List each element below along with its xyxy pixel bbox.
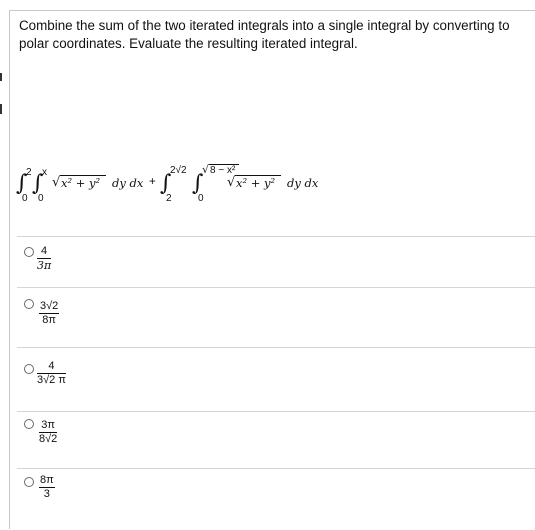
left-edge-mark [0, 104, 2, 114]
outer-lower-limit: 0 [22, 193, 28, 204]
answer-fraction [39, 419, 57, 446]
integrand: x² + y² [61, 176, 101, 190]
plus-sign: + [149, 176, 156, 188]
sqrt-symbol: √ [202, 163, 210, 176]
question-line: polar coordinates. Evaluate the resulting iterated integral. [19, 36, 358, 51]
question-line: Combine the sum of the two iterated integrals into a single integral by converting to [19, 18, 510, 33]
answer-fraction [37, 360, 66, 387]
answer-fraction [39, 474, 55, 501]
radio-button[interactable] [24, 364, 34, 374]
integral-sign: ∫ [160, 171, 172, 196]
inner-lower-limit: 0 [198, 193, 204, 204]
denominator: 3π [37, 259, 52, 272]
radio-button[interactable] [24, 477, 34, 487]
denominator: 8√2 [39, 433, 58, 445]
denominator: 3√2 π [37, 374, 66, 386]
radio-button[interactable] [24, 247, 34, 257]
numerator: 3√2 [40, 300, 59, 312]
denominator: 3 [43, 488, 50, 500]
answer-fraction [37, 245, 51, 272]
numerator: 4 [37, 245, 51, 259]
inner-lower-limit: 0 [38, 193, 44, 204]
inner-upper-limit: x [42, 167, 47, 178]
denominator: 8π [42, 314, 56, 326]
integral-sign: ∫ [32, 171, 44, 196]
differentials: dy dx [287, 176, 319, 190]
outer-upper-limit: 2√2 [170, 165, 187, 176]
answer-option-d[interactable] [17, 411, 535, 469]
differentials: dy dx [112, 176, 144, 190]
answer-option-b[interactable] [17, 287, 535, 348]
answer-option-a[interactable] [17, 236, 535, 288]
outer-upper-limit: 2 [26, 167, 32, 178]
sqrt-symbol: √ [227, 175, 236, 190]
numerator: 3π [39, 419, 57, 433]
integrand: x² + y² [236, 176, 276, 190]
radio-button[interactable] [24, 419, 34, 429]
integral-sign: ∫ [16, 171, 28, 196]
radio-button[interactable] [24, 299, 34, 309]
outer-lower-limit: 2 [166, 193, 172, 204]
answer-option-c[interactable] [17, 347, 535, 412]
numerator: 8π [40, 474, 54, 486]
numerator: 4 [37, 360, 66, 374]
sqrt-symbol: √ [52, 175, 61, 190]
left-edge-mark [0, 73, 2, 81]
answer-option-e[interactable] [17, 468, 535, 530]
inner-upper-limit: 8 − x² [210, 165, 236, 176]
answer-fraction [39, 300, 59, 327]
iterated-integral-expression [16, 163, 336, 208]
question-prompt [19, 17, 524, 53]
integral-sign: ∫ [192, 171, 204, 196]
